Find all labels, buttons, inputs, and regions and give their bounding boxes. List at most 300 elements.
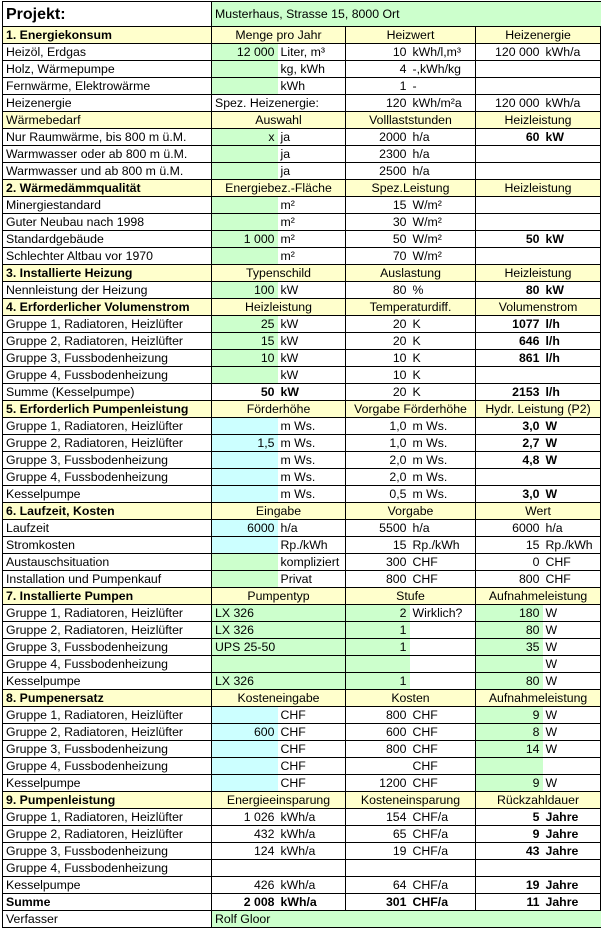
- cell: 3,0: [476, 486, 543, 503]
- table-row: [3, 894, 601, 911]
- cell[interactable]: [212, 554, 278, 571]
- cell[interactable]: 1,5: [212, 435, 278, 452]
- section-header-row: [3, 401, 601, 418]
- cell: 9: [476, 826, 543, 843]
- cell: CHF/a: [410, 809, 476, 826]
- cell: 4,8: [476, 452, 543, 469]
- cell: 800: [346, 707, 410, 724]
- cell[interactable]: [212, 146, 278, 163]
- cell: [543, 197, 601, 214]
- cell[interactable]: 100: [212, 282, 278, 299]
- cell[interactable]: [476, 656, 543, 673]
- cell: [543, 248, 601, 265]
- cell[interactable]: 10: [212, 350, 278, 367]
- cell: 10: [346, 44, 410, 61]
- cell: 60: [476, 129, 543, 146]
- cell: Volumenstrom: [476, 299, 601, 316]
- cell[interactable]: 8: [476, 724, 543, 741]
- cell: Auswahl: [212, 112, 346, 129]
- cell: kWh/a: [278, 809, 346, 826]
- table-row: [3, 843, 601, 860]
- cell: 10: [346, 350, 410, 367]
- table-row: [3, 622, 601, 639]
- cell: 15: [476, 537, 543, 554]
- row-label-cell: Gruppe 4, Fussbodenheizung: [3, 469, 212, 486]
- cell: 861: [476, 350, 543, 367]
- cell[interactable]: 180: [476, 605, 543, 622]
- cell: [543, 367, 601, 384]
- cell: Jahre: [543, 809, 601, 826]
- cell: 50: [476, 231, 543, 248]
- cell: 1: [346, 78, 410, 95]
- section-header-row: [3, 180, 601, 197]
- row-label-cell: 5. Erforderlich Pumpenleistung: [3, 401, 212, 418]
- cell: Heizleistung: [476, 265, 601, 282]
- cell: [410, 860, 476, 877]
- row-label-cell: Gruppe 2, Radiatoren, Heizlüfter: [3, 333, 212, 350]
- cell: Kosteneinsparung: [346, 792, 476, 809]
- cell: Kosten: [346, 690, 476, 707]
- cell: CHF/a: [410, 826, 476, 843]
- cell: 120 000: [476, 44, 543, 61]
- section-header-row: [3, 792, 601, 809]
- spreadsheet-body: [3, 2, 601, 928]
- cell: 800: [476, 571, 543, 588]
- cell: 300: [346, 554, 410, 571]
- row-label-cell: Holz, Wärmepumpe: [3, 61, 212, 78]
- cell: 15: [346, 197, 410, 214]
- table-row: [3, 282, 601, 299]
- table-row: [3, 350, 601, 367]
- cell: Aufnahmeleistung: [476, 588, 601, 605]
- cell: Stufe: [346, 588, 476, 605]
- cell[interactable]: 14: [476, 741, 543, 758]
- cell: Aufnahmeleistung: [476, 690, 601, 707]
- cell[interactable]: [212, 537, 278, 554]
- cell: CHF: [543, 554, 601, 571]
- cell: Eingabe: [212, 503, 346, 520]
- cell: CHF: [278, 775, 346, 792]
- row-label-cell: 4. Erforderlicher Volumenstrom: [3, 299, 212, 316]
- cell[interactable]: 1: [346, 673, 410, 690]
- cell: Rückzahldauer: [476, 792, 601, 809]
- cell: h/a: [410, 146, 476, 163]
- cell: 15: [346, 537, 410, 554]
- cell: CHF: [278, 724, 346, 741]
- section-header-row: [3, 299, 601, 316]
- cell: Energieeinsparung: [212, 792, 346, 809]
- cell: Pumpentyp: [212, 588, 346, 605]
- cell: Heizleistung: [476, 180, 601, 197]
- row-label-cell: Gruppe 1, Radiatoren, Heizlüfter: [3, 418, 212, 435]
- cell: Wert: [476, 503, 601, 520]
- table-row: [3, 571, 601, 588]
- row-label-cell: Gruppe 3, Fussbodenheizung: [3, 741, 212, 758]
- cell[interactable]: 600: [212, 724, 278, 741]
- table-row: [3, 639, 601, 656]
- cell[interactable]: 80: [476, 673, 543, 690]
- cell: W: [543, 435, 601, 452]
- cell: [476, 197, 543, 214]
- cell: m²: [278, 248, 346, 265]
- cell: CHF: [543, 571, 601, 588]
- row-label-cell: Nennleistung der Heizung: [3, 282, 212, 299]
- cell: K: [410, 367, 476, 384]
- table-row: [3, 877, 601, 894]
- cell: [410, 656, 476, 673]
- cell: W: [543, 741, 601, 758]
- cell: Temperaturdiff.: [346, 299, 476, 316]
- cell[interactable]: Musterhaus, Strasse 15, 8000 Ort: [212, 2, 601, 27]
- row-label-cell: Wärmebedarf: [3, 112, 212, 129]
- row-label-cell: Gruppe 2, Radiatoren, Heizlüfter: [3, 826, 212, 843]
- cell: [543, 61, 601, 78]
- cell: 2153: [476, 384, 543, 401]
- cell: l/h: [543, 316, 601, 333]
- cell: K: [410, 333, 476, 350]
- cell: W: [543, 639, 601, 656]
- cell[interactable]: [476, 758, 543, 775]
- cell: %: [410, 282, 476, 299]
- cell: Heizleistung: [476, 112, 601, 129]
- cell[interactable]: 9: [476, 775, 543, 792]
- cell: Förderhöhe: [212, 401, 346, 418]
- cell: kWh/a: [278, 894, 346, 911]
- cell: h/a: [410, 129, 476, 146]
- cell[interactable]: [212, 367, 278, 384]
- cell: W: [543, 486, 601, 503]
- cell: 2,0: [346, 452, 410, 469]
- cell: CHF/a: [410, 877, 476, 894]
- table-row: [3, 520, 601, 537]
- cell: ja: [278, 129, 346, 146]
- cell: [543, 214, 601, 231]
- row-label-cell: Heizöl, Erdgas: [3, 44, 212, 61]
- row-label-cell: Gruppe 3, Fussbodenheizung: [3, 350, 212, 367]
- cell[interactable]: 2: [346, 605, 410, 622]
- cell[interactable]: [212, 486, 278, 503]
- cell: Jahre: [543, 843, 601, 860]
- cell: m Ws.: [410, 435, 476, 452]
- cell: 800: [346, 741, 410, 758]
- cell: CHF/a: [410, 894, 476, 911]
- table-row: [3, 826, 601, 843]
- cell: kW: [278, 384, 346, 401]
- cell: 50: [212, 384, 278, 401]
- cell: 80: [346, 282, 410, 299]
- cell: m Ws.: [278, 418, 346, 435]
- table-row: [3, 554, 601, 571]
- cell[interactable]: [212, 707, 278, 724]
- cell[interactable]: [212, 61, 278, 78]
- cell: Vorgabe Förderhöhe: [346, 401, 476, 418]
- table-row: [3, 367, 601, 384]
- cell[interactable]: 1: [346, 622, 410, 639]
- cell: 1 026: [212, 809, 278, 826]
- cell[interactable]: LX 326: [212, 622, 346, 639]
- cell: 10: [346, 367, 410, 384]
- cell: kWh: [278, 78, 346, 95]
- table-row: [3, 673, 601, 690]
- cell: kompliziert: [278, 554, 346, 571]
- cell[interactable]: [212, 758, 278, 775]
- cell: kg, kWh: [278, 61, 346, 78]
- cell: [278, 860, 346, 877]
- table-row: [3, 248, 601, 265]
- cell: [212, 860, 278, 877]
- cell[interactable]: 12 000: [212, 44, 278, 61]
- cell: [346, 758, 410, 775]
- cell: 19: [346, 843, 410, 860]
- table-row: [3, 860, 601, 877]
- row-label-cell: Summe: [3, 894, 212, 911]
- cell: [476, 78, 543, 95]
- row-label-cell: Gruppe 1, Radiatoren, Heizlüfter: [3, 707, 212, 724]
- row-label-cell: Standardgebäude: [3, 231, 212, 248]
- cell: 64: [346, 877, 410, 894]
- cell[interactable]: UPS 25-50: [212, 639, 346, 656]
- cell: Jahre: [543, 894, 601, 911]
- table-row: [3, 724, 601, 741]
- cell[interactable]: 80: [476, 622, 543, 639]
- cell: [346, 860, 410, 877]
- cell: CHF: [278, 758, 346, 775]
- cell: 80: [476, 282, 543, 299]
- cell: W: [543, 605, 601, 622]
- table-row: [3, 146, 601, 163]
- cell: Hydr. Leistung (P2): [476, 401, 601, 418]
- table-row: [3, 316, 601, 333]
- cell: CHF: [410, 554, 476, 571]
- project-title-row: [3, 2, 601, 27]
- cell[interactable]: 1 000: [212, 231, 278, 248]
- cell: 124: [212, 843, 278, 860]
- cell: kWh/m²a: [410, 95, 476, 112]
- cell[interactable]: [212, 214, 278, 231]
- table-row: [3, 95, 601, 112]
- table-row: [3, 469, 601, 486]
- cell: m Ws.: [278, 435, 346, 452]
- cell[interactable]: LX 326: [212, 673, 346, 690]
- table-row: [3, 707, 601, 724]
- cell: 2000: [346, 129, 410, 146]
- cell: m²: [278, 214, 346, 231]
- row-label-cell: 9. Pumpenleistung: [3, 792, 212, 809]
- cell: W: [543, 622, 601, 639]
- cell: W/m²: [410, 231, 476, 248]
- row-label-cell: Guter Neubau nach 1998: [3, 214, 212, 231]
- cell: CHF: [410, 758, 476, 775]
- cell[interactable]: [212, 469, 278, 486]
- cell: kW: [543, 231, 601, 248]
- cell: 5500: [346, 520, 410, 537]
- cell[interactable]: [346, 656, 410, 673]
- cell: m Ws.: [410, 452, 476, 469]
- cell: kW: [278, 367, 346, 384]
- cell: kWh/a: [543, 44, 601, 61]
- table-row: [3, 214, 601, 231]
- cell: [543, 469, 601, 486]
- row-label-cell: Installation und Pumpenkauf: [3, 571, 212, 588]
- cell: W: [543, 656, 601, 673]
- cell[interactable]: [212, 78, 278, 95]
- cell: [476, 367, 543, 384]
- section-header-row: [3, 27, 601, 44]
- table-row: [3, 741, 601, 758]
- table-row: [3, 758, 601, 775]
- section-header-row: [3, 588, 601, 605]
- row-label-cell: Gruppe 1, Radiatoren, Heizlüfter: [3, 605, 212, 622]
- cell: 5: [476, 809, 543, 826]
- cell: kWh/a: [278, 843, 346, 860]
- cell: kW: [278, 316, 346, 333]
- cell[interactable]: [212, 571, 278, 588]
- cell: CHF: [410, 775, 476, 792]
- row-label-cell: Austauschsituation: [3, 554, 212, 571]
- cell: [476, 469, 543, 486]
- cell: [476, 146, 543, 163]
- table-row: [3, 435, 601, 452]
- cell: [476, 214, 543, 231]
- cell[interactable]: x: [212, 129, 278, 146]
- section-header-row: [3, 265, 601, 282]
- row-label-cell: 7. Installierte Pumpen: [3, 588, 212, 605]
- table-row: [3, 809, 601, 826]
- cell: 432: [212, 826, 278, 843]
- cell: ja: [278, 163, 346, 180]
- cell[interactable]: [212, 248, 278, 265]
- cell: h/a: [410, 520, 476, 537]
- cell: kW: [543, 282, 601, 299]
- cell[interactable]: 25: [212, 316, 278, 333]
- row-label-cell: Gruppe 4, Fussbodenheizung: [3, 758, 212, 775]
- cell: 154: [346, 809, 410, 826]
- row-label-cell: Schlechter Altbau vor 1970: [3, 248, 212, 265]
- cell: m²: [278, 231, 346, 248]
- section-header-row: [3, 690, 601, 707]
- cell: m²: [278, 197, 346, 214]
- cell: Energiebez.-Fläche: [212, 180, 346, 197]
- cell: W: [543, 673, 601, 690]
- cell: [476, 860, 543, 877]
- cell: 30: [346, 214, 410, 231]
- cell: kWh/l,m³: [410, 44, 476, 61]
- cell: kW: [543, 129, 601, 146]
- cell[interactable]: 1: [346, 639, 410, 656]
- cell: 0: [476, 554, 543, 571]
- cell[interactable]: LX 326: [212, 605, 346, 622]
- cell: 120 000: [476, 95, 543, 112]
- cell: kW: [278, 282, 346, 299]
- cell[interactable]: Rolf Gloor: [212, 911, 601, 928]
- cell: 2300: [346, 146, 410, 163]
- row-label-cell: Summe (Kesselpumpe): [3, 384, 212, 401]
- cell: 2,7: [476, 435, 543, 452]
- cell: Heizwert: [346, 27, 476, 44]
- row-label-cell: Gruppe 3, Fussbodenheizung: [3, 843, 212, 860]
- cell: l/h: [543, 333, 601, 350]
- section-header-row: [3, 112, 601, 129]
- row-label-cell: Warmwasser oder ab 800 m ü.M.: [3, 146, 212, 163]
- row-label-cell: Kesselpumpe: [3, 673, 212, 690]
- cell: Rp./kWh: [278, 537, 346, 554]
- cell[interactable]: [212, 452, 278, 469]
- cell[interactable]: [212, 163, 278, 180]
- cell: W: [543, 724, 601, 741]
- row-label-cell: Verfasser: [3, 911, 212, 928]
- cell: h/a: [410, 163, 476, 180]
- row-label-cell: Kesselpumpe: [3, 486, 212, 503]
- cell: 1200: [346, 775, 410, 792]
- cell: [410, 622, 476, 639]
- cell: K: [410, 384, 476, 401]
- cell: -,kWh/kg: [410, 61, 476, 78]
- table-row: [3, 61, 601, 78]
- cell: [476, 163, 543, 180]
- table-row: [3, 605, 601, 622]
- cell: W: [543, 418, 601, 435]
- table-row: [3, 129, 601, 146]
- cell: 4: [346, 61, 410, 78]
- cell: m Ws.: [278, 452, 346, 469]
- cell: CHF: [410, 741, 476, 758]
- cell[interactable]: [212, 656, 346, 673]
- cell: CHF: [410, 571, 476, 588]
- cell: 1,0: [346, 418, 410, 435]
- cell[interactable]: [212, 741, 278, 758]
- row-label-cell: Warmwasser und ab 800 m ü.M.: [3, 163, 212, 180]
- cell: ja: [278, 146, 346, 163]
- cell: 1077: [476, 316, 543, 333]
- cell: -: [410, 78, 476, 95]
- cell: CHF: [410, 724, 476, 741]
- table-row: [3, 775, 601, 792]
- cell: Kosteneingabe: [212, 690, 346, 707]
- cell: m Ws.: [410, 469, 476, 486]
- row-label-cell: 1. Energiekonsum: [3, 27, 212, 44]
- cell: Jahre: [543, 826, 601, 843]
- table-row: [3, 418, 601, 435]
- cell: Heizleistung: [212, 299, 346, 316]
- section-header-row: [3, 503, 601, 520]
- cell: Volllaststunden: [346, 112, 476, 129]
- row-label-cell: Gruppe 4, Fussbodenheizung: [3, 860, 212, 877]
- cell: h/a: [278, 520, 346, 537]
- cell: [543, 146, 601, 163]
- cell: Vorgabe: [346, 503, 476, 520]
- cell[interactable]: [212, 418, 278, 435]
- cell: kWh/a: [543, 95, 601, 112]
- cell: W/m²: [410, 214, 476, 231]
- cell[interactable]: [212, 197, 278, 214]
- cell[interactable]: 9: [476, 707, 543, 724]
- cell: 120: [346, 95, 410, 112]
- table-row: [3, 911, 601, 928]
- cell[interactable]: 35: [476, 639, 543, 656]
- cell: Typenschild: [212, 265, 346, 282]
- row-label-cell: 2. Wärmedämmqualität: [3, 180, 212, 197]
- cell: Spez.Leistung: [346, 180, 476, 197]
- cell[interactable]: 15: [212, 333, 278, 350]
- cell[interactable]: [212, 775, 278, 792]
- row-label-cell: Gruppe 3, Fussbodenheizung: [3, 452, 212, 469]
- cell[interactable]: 6000: [212, 520, 278, 537]
- cell: Liter, m³: [278, 44, 346, 61]
- cell: Spez. Heizenergie:: [212, 95, 346, 112]
- row-label-cell: Gruppe 4, Fussbodenheizung: [3, 656, 212, 673]
- table-row: [3, 656, 601, 673]
- row-label-cell: 3. Installierte Heizung: [3, 265, 212, 282]
